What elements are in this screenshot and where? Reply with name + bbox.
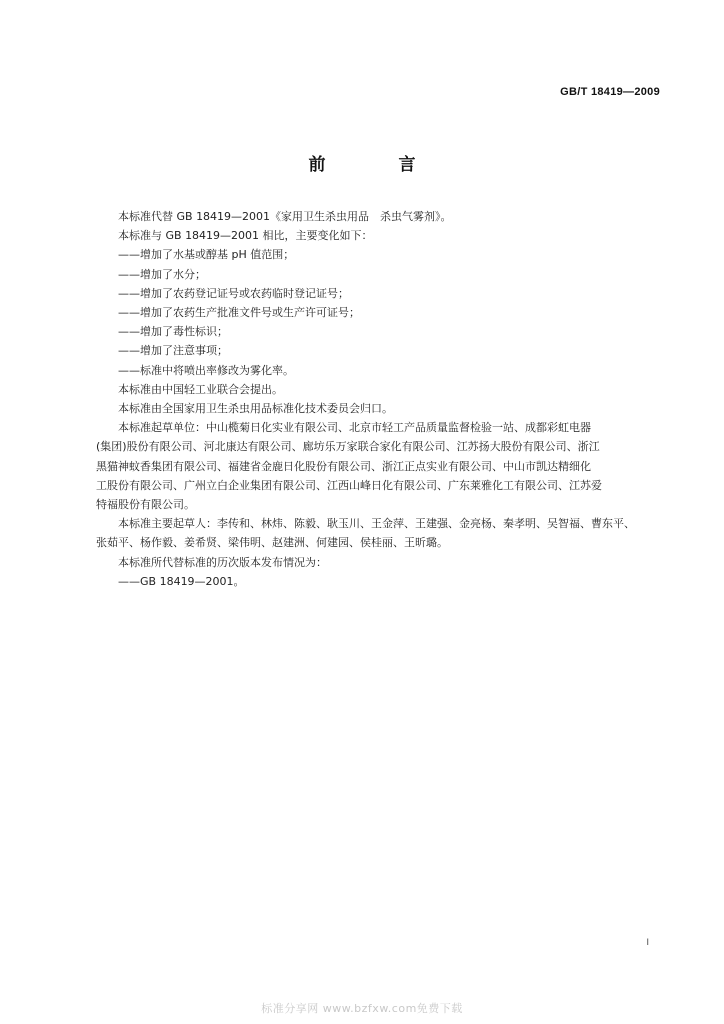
footer-watermark: 标准分享网 www.bzfxw.com免费下载 <box>261 1002 463 1015</box>
drafting-units-line: 特福股份有限公司。 <box>96 498 195 512</box>
standard-code: GB/T 18419—2009 <box>560 86 660 98</box>
change-item: ——增加了注意事项； <box>118 344 228 358</box>
change-item: ——标准中将喷出率修改为雾化率。 <box>118 363 294 377</box>
drafting-units-line: 工股份有限公司、广州立白企业集团有限公司、江西山峰日化有限公司、广东莱雅化工有限公司、江苏爱 <box>96 478 602 492</box>
page-title: 前 言 <box>308 155 444 175</box>
history-item: ——GB 18419—2001。 <box>118 574 245 588</box>
change-item: ——增加了毒性标识； <box>118 325 228 339</box>
paragraph: 本标准与 GB 18419—2001 相比，主要变化如下： <box>118 229 373 243</box>
paragraph: 本标准由中国轻工业联合会提出。 <box>118 382 283 396</box>
page-number: I <box>646 937 649 947</box>
change-item: ——增加了水基或醇基 pH 值范围； <box>118 248 295 262</box>
drafting-units-line: (集团)股份有限公司、河北康达有限公司、廊坊乐万家联合家化有限公司、江苏扬大股份有限公司、浙江 <box>96 440 600 454</box>
history-intro: 本标准所代替标准的历次版本发布情况为： <box>118 555 327 569</box>
paragraph: 本标准由全国家用卫生杀虫用品标准化技术委员会归口。 <box>118 402 393 416</box>
change-item: ——增加了农药登记证号或农药临时登记证号； <box>118 286 349 300</box>
preface-body <box>96 207 664 591</box>
change-item: ——增加了农药生产批准文件号或生产许可证号； <box>118 306 360 320</box>
change-item: ——增加了水分； <box>118 267 206 281</box>
paragraph: 本标准代替 GB 18419—2001《家用卫生杀虫用品 杀虫气雾剂》。 <box>118 210 452 223</box>
drafting-units-line: 黑猫神蚊香集团有限公司、福建省金鹿日化股份有限公司、浙江正点实业有限公司、中山市凯达精细化 <box>96 459 591 473</box>
drafters-line: 本标准主要起草人：李传和、林炜、陈毅、耿玉川、王金萍、王建强、金亮杨、秦孝明、吴智福、曹东平、 <box>118 517 635 531</box>
drafters-line: 张茹平、杨作毅、姜希贤、梁伟明、赵建洲、何建园、侯桂丽、王昕璐。 <box>96 536 448 550</box>
drafting-units-line: 本标准起草单位：中山榄菊日化实业有限公司、北京市轻工产品质量监督检验一站、成都彩虹电器 <box>118 421 591 435</box>
